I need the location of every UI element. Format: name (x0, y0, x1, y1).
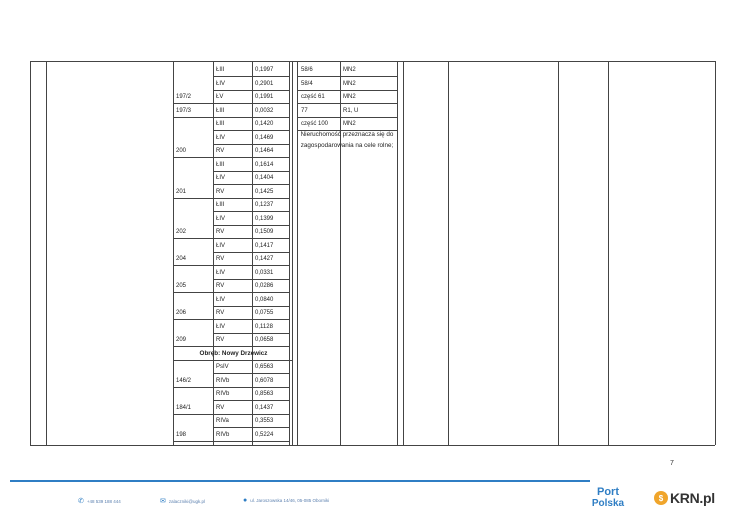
table-cell-uz: ŁV (216, 94, 224, 101)
table-cell-pow: 0,0755 (255, 310, 274, 317)
table-cell-pow: 0,0331 (255, 269, 274, 276)
table-column-line (558, 61, 559, 445)
table-cell-uz: RIVb (216, 391, 230, 398)
brand-line-1: Port (597, 486, 619, 498)
table-row-line (173, 414, 213, 415)
table-row-line (173, 103, 213, 104)
table-row-line (213, 400, 289, 401)
table-cell-pow: 0,0286 (255, 283, 274, 290)
table-cell-ndz: 58/6 (301, 67, 313, 74)
table-cell-pow: 0,5224 (255, 431, 274, 438)
table-row-line (213, 198, 289, 199)
table-row-line (173, 265, 213, 266)
footer-address-text: ul. Jaroszowska 14/46, 05-085 Oborniki (250, 498, 330, 503)
table-cell-dz: 184/1 (176, 404, 192, 411)
table-row-line (213, 211, 289, 212)
table-row-line (213, 225, 289, 226)
table-cell-pow: 0,6563 (255, 364, 274, 371)
footer-address (243, 497, 329, 504)
table-row-line (213, 157, 289, 158)
table-row-line (213, 117, 289, 118)
table-cell-uz: RV (216, 310, 225, 317)
table-cell-pow: 0,1404 (255, 175, 274, 182)
table-row-line (173, 157, 213, 158)
table-cell-pow: 0,1420 (255, 121, 274, 128)
table-row-line (297, 117, 397, 118)
table-cell-uz: RIVb (216, 431, 230, 438)
table-row-line (213, 90, 289, 91)
table-cell-uz: ŁIII (216, 121, 225, 128)
table-cell-uz: RV (216, 404, 225, 411)
brand-line-2: Polska (591, 498, 625, 509)
table-cell-pow: 0,1614 (255, 161, 274, 168)
table-cell-prz: MN2 (343, 80, 356, 87)
table-cell-pow: 0,1469 (255, 134, 274, 141)
table-row-line (213, 130, 289, 131)
table-cell-dz: 204 (176, 256, 187, 263)
table-row-line (30, 445, 715, 446)
table-column-line (297, 61, 298, 445)
table-row-line (173, 387, 213, 388)
table-cell-prz: R1, U (343, 107, 359, 114)
table-cell-pow: 0,1427 (255, 256, 274, 263)
table-cell-ndz: część 61 (301, 94, 325, 101)
table-row-line (213, 346, 289, 347)
table-cell-uz: ŁIV (216, 269, 226, 276)
table-row-line (213, 427, 289, 428)
table-row-line (213, 265, 289, 266)
table-cell-uz: ŁIII (216, 67, 225, 74)
page-number: 7 (670, 460, 674, 467)
table-row-line (297, 76, 397, 77)
table-row-line (213, 238, 289, 239)
mail-icon: ✉ (160, 498, 166, 505)
table-row-line (173, 292, 213, 293)
table-cell-prz: MN2 (343, 94, 356, 101)
table-cell-pow: 0,3553 (255, 418, 274, 425)
piggy-bank-icon: $ (654, 491, 668, 505)
table-cell-uz: ŁIV (216, 242, 226, 249)
table-cell-uz: PsIV (216, 364, 229, 371)
footer-phone-text: +48 539 188 444 (86, 498, 121, 504)
table-row-line (213, 144, 289, 145)
table-cell-pow: 0,1464 (255, 148, 274, 155)
table-cell-ndz: 58/4 (301, 80, 313, 87)
table-cell-uz: RIVb (216, 377, 230, 384)
table-column-line (46, 61, 47, 445)
table-cell-dz: 146/2 (176, 377, 192, 384)
table-row-line (30, 61, 715, 62)
table-row-line (213, 333, 289, 334)
table-cell-pow: 0,1425 (255, 188, 274, 195)
table-column-line (608, 61, 609, 445)
table-cell-uz: ŁIII (216, 161, 225, 168)
table-cell-uz: RV (216, 148, 225, 155)
table-cell-uz: ŁIV (216, 134, 226, 141)
table-cell-uz: ŁIV (216, 80, 226, 87)
table-cell-pow: 0,1237 (255, 202, 274, 209)
table-cell-uz: RV (216, 256, 225, 263)
table-column-line (292, 61, 293, 445)
table-row-line (173, 360, 292, 361)
table-cell-prz: MN2 (343, 121, 356, 128)
table-column-line (397, 61, 398, 445)
table-cell-pow: 0,1997 (255, 67, 274, 74)
table-cell-dz: 209 (176, 337, 187, 344)
table-cell-pow: 0,0032 (255, 107, 274, 114)
section-heading: Obręb: Nowy Drzewicz (199, 349, 268, 357)
table-cell-dz: 206 (176, 310, 187, 317)
table-column-line (715, 61, 716, 445)
table-row-line (213, 279, 289, 280)
table-cell-dz: 205 (176, 283, 187, 290)
table-cell-pow: 0,0658 (255, 337, 274, 344)
krn-watermark-text: KRN.pl (670, 490, 715, 506)
table-row-line (213, 373, 289, 374)
table-column-line (30, 61, 31, 445)
table-column-line (289, 61, 290, 445)
krn-watermark (654, 490, 715, 506)
footer-phone (78, 497, 121, 505)
table-cell-pow: 0,1128 (255, 323, 273, 330)
footer-divider (10, 480, 590, 482)
table-cell-pow: 0,1991 (255, 94, 274, 101)
table-row-line (173, 346, 213, 347)
table-row-line (297, 90, 397, 91)
table-cell-uz: ŁIII (216, 107, 225, 114)
table-cell-dz: 201 (176, 188, 187, 195)
table-row-line (213, 387, 289, 388)
table-cell-uz: RIVa (216, 418, 229, 425)
phone-icon: ✆ (78, 498, 84, 505)
table-row-line (213, 319, 289, 320)
footer-email (160, 497, 205, 505)
table-cell-pow: 0,1509 (255, 229, 274, 236)
table-cell-dz: 197/3 (176, 107, 192, 114)
table-cell-dz: 200 (176, 148, 187, 155)
table-row-line (213, 103, 289, 104)
table-row-line (213, 184, 289, 185)
table-cell-pow: 0,0840 (255, 296, 274, 303)
table-cell-pow: 0,1417 (255, 242, 274, 249)
table-cell-uz: RV (216, 188, 225, 195)
table-row-line (213, 292, 289, 293)
table-cell-ndz: część 100 (301, 121, 329, 128)
table-cell-uz: RV (216, 229, 225, 236)
table-row-line (297, 103, 397, 104)
table-cell-uz: ŁIV (216, 323, 226, 330)
usage-notice: Nieruchomość przeznacza się do zagospodarowania na cele rolne; (300, 131, 394, 149)
footer-email-text: zalaczniki@ugk.pl (168, 498, 205, 504)
table-row-line (213, 306, 289, 307)
table-cell-dz: 198 (176, 431, 187, 438)
table-column-line (340, 61, 341, 445)
location-pin-icon: ● (243, 497, 248, 504)
table-cell-ndz: 77 (301, 107, 308, 114)
table-cell-uz: RV (216, 283, 225, 290)
table-row-line (213, 414, 289, 415)
table-cell-pow: 0,1399 (255, 215, 274, 222)
table-cell-uz: ŁIV (216, 175, 226, 182)
table-column-line (448, 61, 449, 445)
table-row-line (173, 198, 213, 199)
table-row-line (213, 76, 289, 77)
table-cell-uz: ŁIV (216, 296, 226, 303)
table-row-line (173, 117, 213, 118)
table-column-line (403, 61, 404, 445)
table-row-line (213, 171, 289, 172)
table-cell-pow: 0,1437 (255, 404, 274, 411)
table-cell-uz: RV (216, 337, 225, 344)
table-row-line (173, 441, 213, 442)
brand-logo (583, 487, 633, 509)
table-cell-dz: 197/2 (176, 94, 192, 101)
table-cell-pow: 0,2901 (255, 80, 274, 87)
table-cell-prz: MN2 (343, 67, 356, 74)
table-row-line (213, 441, 289, 442)
table-row-line (213, 252, 289, 253)
table-cell-uz: ŁIII (216, 202, 225, 209)
table-row-line (173, 319, 213, 320)
table-cell-uz: ŁIV (216, 215, 226, 222)
table-cell-dz: 202 (176, 229, 187, 236)
table-row-line (173, 238, 213, 239)
table-cell-pow: 0,6078 (255, 377, 274, 384)
table-cell-pow: 0,8563 (255, 391, 274, 398)
